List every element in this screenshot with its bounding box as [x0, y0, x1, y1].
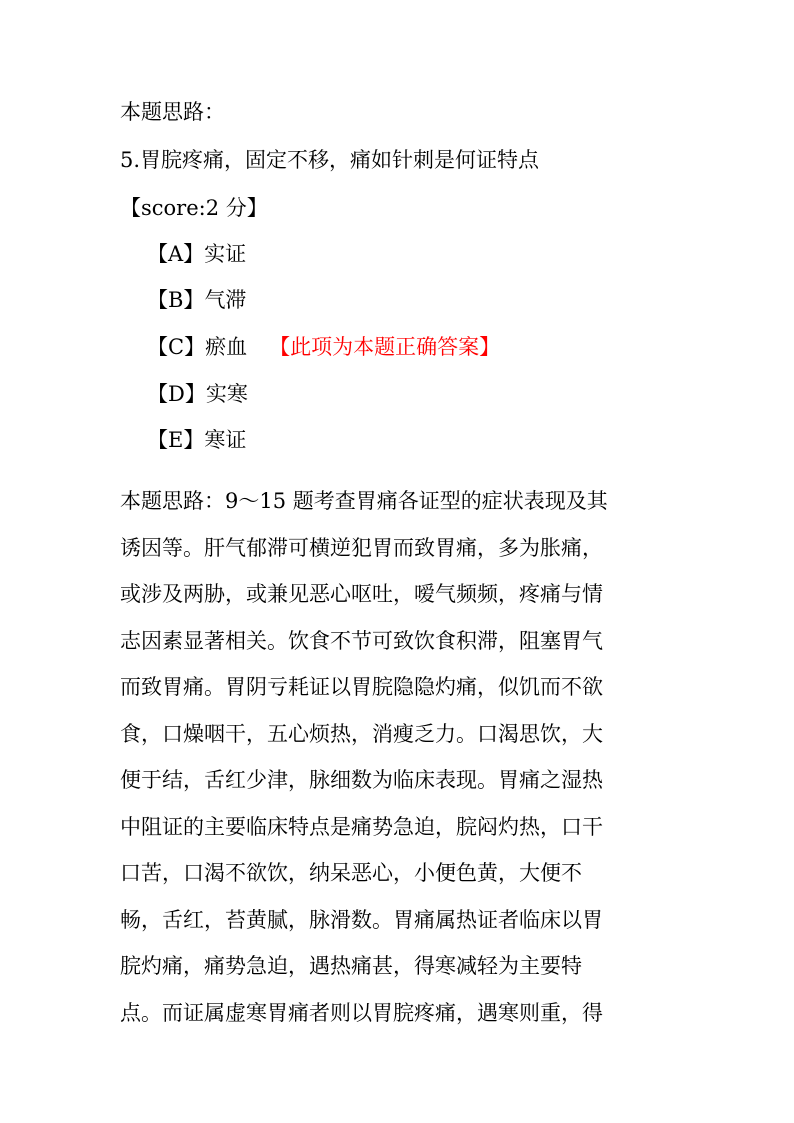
explanation-line: 便于结，舌红少津，脉细数为临床表现。胃痛之湿热: [120, 768, 603, 792]
explanation-line: 中阻证的主要临床特点是痛势急迫，脘闷灼热，口干: [120, 814, 603, 839]
explanation-line: 而致胃痛。胃阴亏耗证以胃脘隐隐灼痛，似饥而不欲: [120, 675, 603, 699]
explanation-line: 或涉及两胁，或兼见恶心呕吐，嗳气频频，疼痛与情: [120, 582, 603, 606]
option-text: 实证: [204, 242, 247, 266]
correct-answer-mark: 【此项为本题正确答案】: [269, 335, 501, 359]
explanation-line: 诱因等。肝气郁滞可横逆犯胃而致胃痛，多为胀痛，: [120, 535, 603, 560]
option-key: 【B】: [147, 288, 205, 312]
option-key: 【C】: [147, 335, 206, 359]
explanation-line: 点。而证属虚寒胃痛者则以胃脘疼痛，遇寒则重，得: [120, 1000, 603, 1025]
explanation-paragraph: [120, 478, 680, 1036]
option-text: 寒证: [204, 428, 247, 452]
question-title: 5.胃脘疼痛，固定不移，痛如针刺是何证特点: [120, 148, 540, 172]
explanation-line: 食，口燥咽干，五心烦热，消瘦乏力。口渴思饮，大: [120, 721, 603, 746]
option-e: [147, 428, 246, 452]
explanation-line: 畅，舌红，苔黄腻，脉滑数。胃痛属热证者临床以胃: [120, 907, 603, 932]
option-key: 【E】: [147, 428, 205, 452]
option-text: 气滞: [204, 288, 247, 312]
explanation-line: 口苦，口渴不欲饮，纳呆恶心，小便色黄，大便不: [120, 861, 582, 885]
question-score: 【score:2 分】: [120, 196, 268, 220]
explanation-line: 志因素显著相关。饮食不节可致饮食积滞，阻塞胃气: [120, 628, 603, 653]
explanation-line: 脘灼痛，痛势急迫，遇热痛甚，得寒减轻为主要特: [120, 954, 582, 978]
option-text: 实寒: [205, 382, 248, 406]
option-text: 瘀血: [205, 335, 248, 359]
option-key: 【D】: [147, 382, 206, 406]
option-d: [147, 382, 248, 406]
option-b: [147, 288, 246, 312]
previous-hint-label: 本题思路：: [120, 100, 225, 124]
explanation-line: 本题思路：9～15 题考查胃痛各证型的症状表现及其: [120, 489, 608, 513]
option-key: 【A】: [147, 242, 205, 266]
option-c: [147, 335, 500, 359]
option-a: [147, 242, 246, 266]
